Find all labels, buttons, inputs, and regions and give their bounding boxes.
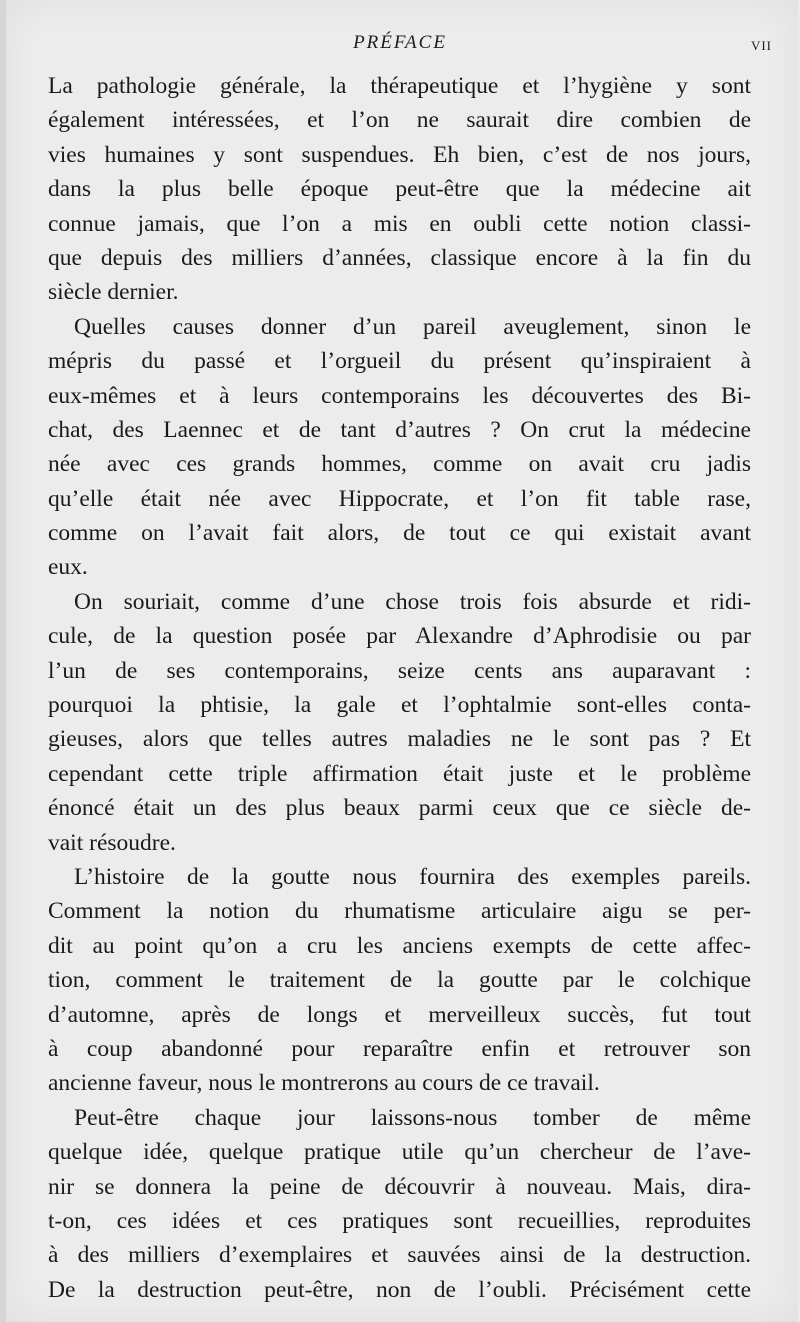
- text-line: l’un de ses contemporains, seize cents ans auparavant :: [48, 657, 751, 684]
- text-line: eux-mêmes et à leurs contemporains les découvertes des Bi-: [48, 382, 751, 409]
- text-line: eux.: [48, 554, 88, 581]
- text-line: cule, de la question posée par Alexandre d’Aphrodisie ou par: [48, 623, 751, 650]
- paragraph: [48, 585, 751, 860]
- text-line: La pathologie générale, la thérapeutique et l’hygiène y sont: [48, 73, 751, 99]
- text-line: gieuses, alors que telles autres maladies ne le sont pas ? Et: [48, 726, 751, 753]
- text-line: quelque idée, quelque pratique utile qu’un chercheur de l’ave-: [48, 1139, 751, 1166]
- text-line: chat, des Laennec et de tant d’autres ? On crut la médecine: [48, 416, 751, 443]
- text-line: vies humaines y sont suspendues. Eh bien, c’est de nos jours,: [48, 141, 751, 168]
- text-line: connue jamais, que l’on a mis en oubli cette notion classi-: [48, 210, 751, 237]
- text-line: nir se donnera la peine de découvrir à nouveau. Mais, dira-: [48, 1173, 751, 1200]
- text-line: L’histoire de la goutte nous fournira des exemples pareils.: [74, 863, 751, 890]
- text-line: Peut-être chaque jour laissons-nous tomber de même: [74, 1104, 751, 1131]
- text-line: qu’elle était née avec Hippocrate, et l’on fit table rase,: [48, 485, 751, 512]
- text-line: dit au point qu’on a cru les anciens exempts de cette affec-: [48, 932, 751, 959]
- text-line: cependant cette triple affirmation était juste et le problème: [48, 760, 751, 787]
- text-line: Comment la notion du rhumatisme articulaire aigu se per-: [48, 898, 751, 925]
- text-line: à coup abandonné pour reparaître enfin et retrouver son: [48, 1035, 751, 1062]
- body-text: [48, 69, 751, 1307]
- text-line: née avec ces grands hommes, comme on avait cru jadis: [48, 451, 751, 478]
- text-line: t-on, ces idées et ces pratiques sont recueillies, reproduites: [48, 1207, 751, 1234]
- page-header: [0, 30, 800, 60]
- text-line: également intéressées, et l’on ne saurait dire combien de: [48, 107, 751, 134]
- paragraph: [48, 310, 751, 585]
- text-line: d’automne, après de longs et merveilleux succès, fut tout: [48, 1001, 751, 1028]
- text-line: tion, comment le traitement de la goutte par le colchique: [48, 967, 751, 994]
- text-line: que depuis des milliers d’années, classique encore à la fin du: [48, 244, 751, 271]
- text-line: De la destruction peut-être, non de l’oubli. Précisément cette: [48, 1276, 751, 1303]
- text-line: siècle dernier.: [48, 279, 179, 306]
- text-line: vait résoudre.: [48, 829, 176, 856]
- text-line: ancienne faveur, nous le montrerons au cours de ce travail.: [48, 1070, 600, 1097]
- paragraph: [48, 1101, 751, 1307]
- text-line: dans la plus belle époque peut-être que la médecine ait: [48, 176, 751, 203]
- text-line: Quelles causes donner d’un pareil aveuglement, sinon le: [74, 313, 751, 340]
- text-line: On souriait, comme d’une chose trois fois absurde et ridi-: [74, 588, 751, 615]
- paragraph: [48, 69, 751, 310]
- text-line: à des milliers d’exemplaires et sauvées ainsi de la destruction.: [48, 1242, 751, 1269]
- running-title: PRÉFACE: [353, 32, 447, 53]
- page-number: VII: [750, 38, 772, 53]
- text-line: énoncé était un des plus beaux parmi ceux que ce siècle de-: [48, 795, 751, 822]
- text-line: mépris du passé et l’orgueil du présent qu’inspiraient à: [48, 348, 751, 375]
- text-line: pourquoi la phtisie, la gale et l’ophtalmie sont-elles conta-: [48, 692, 751, 719]
- text-line: comme on l’avait fait alors, de tout ce qui existait avant: [48, 520, 751, 547]
- paragraph: [48, 860, 751, 1101]
